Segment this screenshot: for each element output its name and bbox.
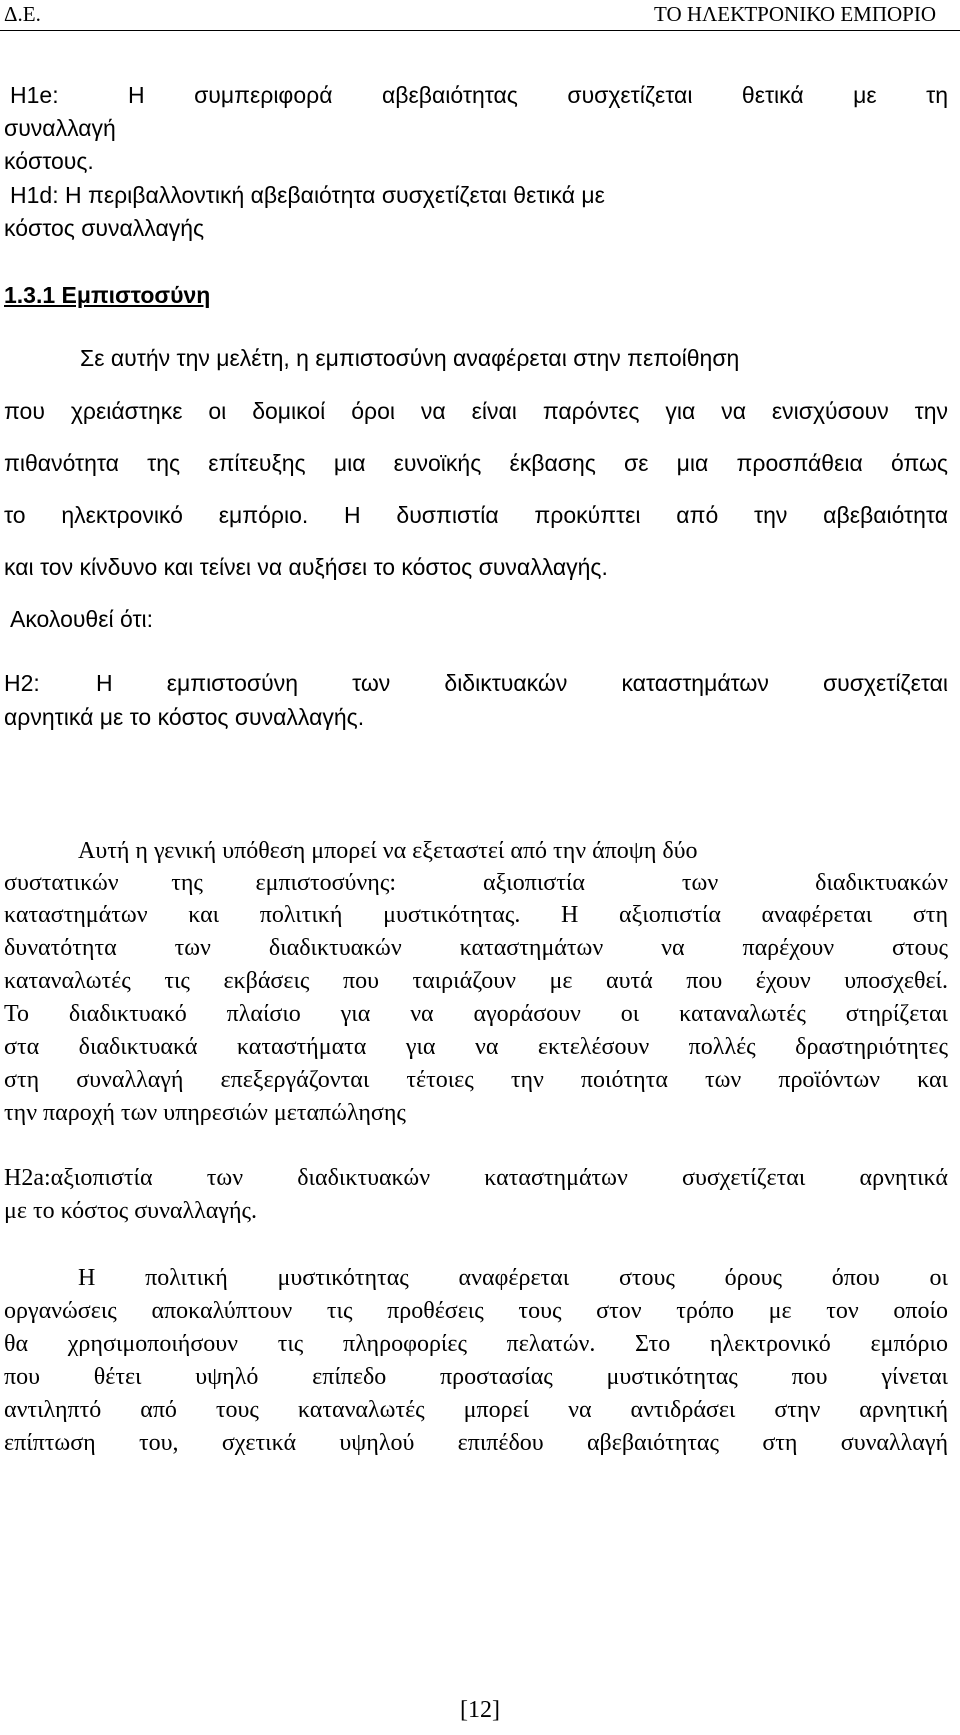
- page-number: [12]: [460, 1697, 500, 1723]
- para2-line: στα διαδικτυακά καταστήματα για να εκτελέσουν πολλές δραστηριότητες: [4, 1034, 948, 1060]
- h2-line2: αρνητικά με το κόστος συναλλαγής.: [4, 704, 365, 730]
- para2-line: συστατικών της εμπιστοσύνης:: [4, 870, 396, 896]
- h1e-label: H1e:: [10, 82, 59, 108]
- h1e-line2: συναλλαγή: [4, 115, 116, 141]
- h1e-text: Η συμπεριφορά αβεβαιότητας συσχετίζεται θετικά με τη: [128, 82, 948, 108]
- para3-line: επίπτωση του, σχετικά υψηλού επιπέδου αβεβαιότητας στη συναλλαγή: [4, 1430, 948, 1456]
- h1d-line1: H1d: Η περιβαλλοντική αβεβαιότητα συσχετίζεται θετικά με: [10, 182, 605, 208]
- para1-line: που χρειάστηκε οι δομικοί όροι να είναι παρόντες για να ενισχύσουν την: [4, 398, 948, 424]
- para1-line: και τον κίνδυνο και τείνει να αυξήσει το κόστος συναλλαγής.: [4, 554, 608, 580]
- para3-line: θα χρησιμοποιήσουν τις πληροφορίες πελατών. Στο ηλεκτρονικό εμπόριο: [4, 1331, 948, 1357]
- para1-line: Ακολουθεί ότι:: [10, 606, 154, 632]
- para3-line: οργανώσεις αποκαλύπτουν τις προθέσεις τους στον τρόπο με τον οποίο: [4, 1298, 948, 1324]
- para2-line: καταστημάτων και πολιτική μυστικότητας. Η αξιοπιστία αναφέρεται στη: [4, 902, 948, 928]
- header-right: ΤΟ ΗΛΕΚΤΡΟΝΙΚΟ ΕΜΠΟΡΙΟ: [654, 2, 936, 26]
- para3-line: αντιληπτό από τους καταναλωτές μπορεί να αντιδράσει στην αρνητική: [4, 1397, 948, 1423]
- para3-line: Η πολιτική μυστικότητας αναφέρεται στους όρους όπου οι: [78, 1265, 948, 1291]
- header-rule: [0, 30, 960, 31]
- para2-line: στη συναλλαγή επεξεργάζονται τέτοιες την ποιότητα των προϊόντων και: [4, 1067, 948, 1093]
- h2a-line1: H2a:αξιοπιστία των διαδικτυακών καταστημάτων συσχετίζεται αρνητικά: [4, 1165, 948, 1191]
- para2-line: την παροχή των υπηρεσιών μεταπώλησης: [4, 1100, 406, 1126]
- section-heading: 1.3.1 Εμπιστοσύνη: [4, 282, 211, 308]
- header-left: Δ.Ε.: [4, 2, 41, 26]
- page-header: [0, 0, 960, 30]
- h1e-line3: κόστους.: [4, 148, 94, 174]
- para2-line: καταναλωτές τις εκβάσεις που ταιριάζουν με αυτά που έχουν υποσχεθεί.: [4, 968, 948, 994]
- para2-line: δυνατότητα των διαδικτυακών καταστημάτων να παρέχουν στους: [4, 935, 948, 961]
- h2-label: H2:: [4, 670, 40, 696]
- h1d-line2: κόστος συναλλαγής: [4, 215, 205, 241]
- para3-line: που θέτει υψηλό επίπεδο προστασίας μυστικότητας που γίνεται: [4, 1364, 948, 1390]
- h2a-line2: με το κόστος συναλλαγής.: [4, 1198, 257, 1224]
- para2-line: Το διαδικτυακό πλαίσιο για να αγοράσουν οι καταναλωτές στηρίζεται: [4, 1001, 948, 1027]
- para1-line: το ηλεκτρονικό εμπόριο. Η δυσπιστία προκύπτει από την αβεβαιότητα: [4, 502, 948, 528]
- h2-text: Η εμπιστοσύνη των διδικτυακών καταστημάτων συσχετίζεται: [96, 670, 948, 696]
- para1-line: Σε αυτήν την μελέτη, η εμπιστοσύνη αναφέρεται στην πεποίθηση: [80, 345, 740, 371]
- para2-line: Αυτή η γενική υπόθεση μπορεί να εξεταστεί από την άποψη δύο: [78, 838, 698, 864]
- para2-line: αξιοπιστία των διαδικτυακών: [483, 870, 948, 896]
- para1-line: πιθανότητα της επίτευξης μια ευνοϊκής έκβασης σε μια προσπάθεια όπως: [4, 450, 948, 476]
